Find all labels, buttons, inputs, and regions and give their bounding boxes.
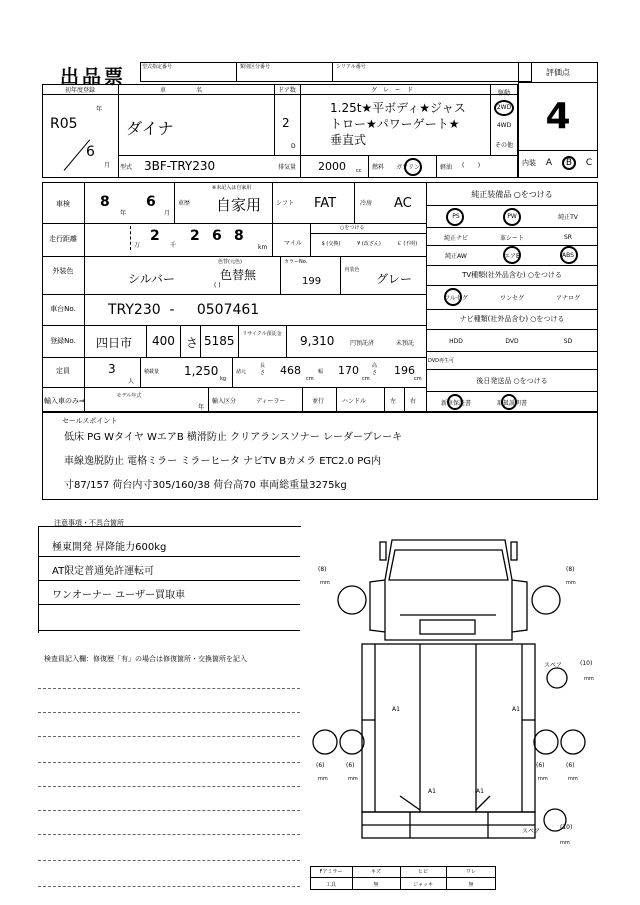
chassis-label: 車台No. xyxy=(50,305,76,313)
model-label: 型式 xyxy=(120,164,133,171)
equip-airbag-circle xyxy=(503,246,521,264)
rear-right-1: (6) xyxy=(536,762,545,769)
car-name-label: 車名 xyxy=(159,87,232,94)
color-value: シルバー xyxy=(128,272,175,286)
mileage-d1: 2 xyxy=(190,228,200,244)
shaken-label: 車検 xyxy=(56,200,70,208)
tv-fullseg-circle xyxy=(444,288,462,306)
mileage-opt-unknown: ￡ (不明) xyxy=(396,241,418,247)
nav-title: ナビ種類(社外品含む) ○をつける xyxy=(459,315,565,323)
page-title: 出品票 xyxy=(60,66,127,88)
load-value: 1,250 xyxy=(184,364,219,378)
footer-c3: ジャッキ xyxy=(413,881,433,888)
rear-right-1-mm: mm xyxy=(538,776,548,782)
month-label: 月 xyxy=(104,162,111,169)
rear-left-1-mm: mm xyxy=(318,776,328,782)
equipment-title: 純正装備品 ○をつける xyxy=(471,189,553,199)
spare-label-2: スペア xyxy=(522,828,541,835)
door-suffix: D xyxy=(291,143,296,150)
shaken-month: 6 xyxy=(146,194,156,210)
interior-color: グレー xyxy=(376,272,413,286)
interior-color-label: 内装色 xyxy=(344,267,360,273)
equip-pw: PW xyxy=(507,212,517,220)
tv-oneseg: ワンセグ xyxy=(499,294,524,302)
length-label: 長さ xyxy=(260,363,266,376)
drive-label: 駆動 xyxy=(497,90,510,97)
footer-h2: キズ xyxy=(371,869,381,875)
load-kg: kg xyxy=(220,376,227,382)
tire-fl-mm: mm xyxy=(320,580,330,586)
import-type-label: 輸入区分 xyxy=(212,398,237,405)
equip-tv: 純正TV xyxy=(558,213,578,221)
repaint-label: 色替(元色) xyxy=(218,259,242,265)
score-value: 4 xyxy=(545,95,571,137)
rear-left-1: (6) xyxy=(316,762,325,769)
equip-ps-circle xyxy=(446,208,464,226)
post-manual-circle xyxy=(501,394,517,410)
width-cm: cm xyxy=(362,376,370,382)
model-year-label: モデル年式 xyxy=(116,393,142,399)
spare-label-1: スペア xyxy=(544,662,563,669)
mileage-d2: 6 xyxy=(212,228,222,244)
displacement-value: 2000 xyxy=(318,160,346,173)
repaint-value: 色替無 xyxy=(220,268,257,282)
rear-left-1-value: 6 xyxy=(318,762,323,769)
first-reg-era: R05 xyxy=(50,116,78,132)
doors-label: ドア数 xyxy=(278,87,296,94)
tire-front-right: 8 xyxy=(568,566,573,573)
length-cm: cm xyxy=(306,376,314,382)
registration-number: 5185 xyxy=(204,334,235,348)
recycle-unit: 円預託済 xyxy=(350,340,375,347)
width-value: 170 xyxy=(338,364,359,377)
rear-left-2-mm: mm xyxy=(348,776,358,782)
recycle-value: 9,310 xyxy=(300,334,335,348)
length-value: 468 xyxy=(280,364,301,377)
score-label: 評価点 xyxy=(546,67,570,77)
spare-1: 10 xyxy=(582,660,590,667)
sales-point-label: セールスポイント xyxy=(62,417,118,425)
displacement-label: 排気量 xyxy=(278,164,297,171)
equip-sr: SR xyxy=(564,233,572,241)
footer-h4: ワレ xyxy=(465,869,476,875)
persons-unit: 人 xyxy=(128,378,135,385)
cooler-label: 冷房 xyxy=(360,200,373,207)
interior-grade-label: 内装 xyxy=(522,159,536,167)
load-label: 積載量 xyxy=(144,369,160,375)
car-name: ダイナ xyxy=(126,119,174,138)
notes-line-2: AT限定普通免許運転可 xyxy=(52,566,155,577)
rear-left-2: (6) xyxy=(346,762,355,769)
tv-fullseg: フルセグ xyxy=(444,294,468,302)
mileage-mile: マイル xyxy=(284,240,302,247)
fuel-diesel: 軽油 xyxy=(440,164,453,171)
import-year-suffix: 年 xyxy=(198,404,205,411)
equip-leather: 革シート xyxy=(499,234,524,242)
first-reg-month: 6 xyxy=(86,144,95,160)
model-cert-label: 型式指定番号 xyxy=(142,64,173,70)
interior-b: B xyxy=(565,158,573,168)
tire-front-left-label: (8) xyxy=(318,566,327,573)
grade-label: グレード xyxy=(370,87,419,94)
chassis-value: TRY230 - 0507461 xyxy=(108,302,260,318)
spare-1-mm: mm xyxy=(584,676,594,682)
mileage-label: 走行距離 xyxy=(49,235,77,243)
category-label: 類別区分番号 xyxy=(240,64,271,70)
interior-b-circle xyxy=(562,156,576,170)
height-label: 高さ xyxy=(372,363,378,376)
height-value: 196 xyxy=(394,364,415,377)
grade-text: 1.25t★平ボディ★ジャストロー★パワーゲート★垂直式 xyxy=(330,101,466,147)
history-note: ※未記入は自家用 xyxy=(212,185,252,191)
sales-line-3: 寸87/157 荷台内寸305/160/38 荷台高70 車両総重量3275kg xyxy=(64,480,347,491)
footer-h1: Fアミラー xyxy=(319,869,343,875)
footer-c2: 無 xyxy=(373,881,379,888)
width-label: 幅 xyxy=(318,369,324,375)
history-label: 車歴 xyxy=(178,200,191,207)
inspector-label: 検査員記入欄：修復歴「有」の場合は修復箇所・交換箇所を記入 xyxy=(44,655,247,663)
fuel-gasoline-circle xyxy=(404,158,422,176)
shaken-year-suffix: 年 xyxy=(120,210,127,217)
mark-a1-bottom-right: A1 xyxy=(476,788,484,795)
capacity-label: 定員 xyxy=(56,367,70,375)
rear-right-1-value: 6 xyxy=(538,762,543,769)
registration-kana: さ xyxy=(186,336,199,350)
drive-2wd-circle xyxy=(494,100,514,116)
import-parallel: 並行 xyxy=(312,398,325,405)
color-code-label: カラーNo. xyxy=(284,259,308,265)
nav-hdd: HDD xyxy=(449,337,463,345)
mark-a1-right: A1 xyxy=(512,706,520,713)
nav-dvd: DVD xyxy=(505,337,519,345)
spare-2-mm: mm xyxy=(560,840,570,846)
mark-a1-left: A1 xyxy=(392,706,400,713)
capacity-persons: 3 xyxy=(108,362,116,376)
footer-c4: 無 xyxy=(468,881,474,888)
mileage-d3: 8 xyxy=(234,228,244,244)
doors-value: 2 xyxy=(282,116,290,130)
equip-abs-circle xyxy=(560,246,578,264)
post-manual: 取扱説明書 xyxy=(496,399,527,407)
tire-front-left: 8 xyxy=(320,566,325,573)
recycle-unpaid: 未預託 xyxy=(396,340,415,347)
rear-right-2: (6) xyxy=(566,762,575,769)
model-value: 3BF-TRY230 xyxy=(144,159,216,173)
spare-2-value: (10) xyxy=(560,824,573,831)
cc-label: cc xyxy=(356,168,362,174)
fuel-diesel-paren: ( ) xyxy=(462,162,481,169)
footer-h3: ヒビ xyxy=(417,869,428,875)
shift-value: FAT xyxy=(314,196,337,211)
dims-label: 諸元 xyxy=(236,369,247,375)
first-reg-label: 初年度登録 xyxy=(64,87,95,94)
registration-class: 400 xyxy=(152,334,175,348)
rear-right-2-value: 6 xyxy=(568,762,573,769)
drive-4wd: 4WD xyxy=(496,122,512,129)
mileage-opt-exchange: $ (交換) xyxy=(321,241,341,247)
truck-diagram xyxy=(300,520,600,860)
equip-pw-circle xyxy=(503,208,521,226)
spare-2: 10 xyxy=(562,824,570,831)
height-cm: cm xyxy=(414,376,422,382)
equip-aw: 純正AW xyxy=(445,252,467,260)
mileage-man-digit: 2 xyxy=(150,228,160,244)
spare-1-value: (10) xyxy=(580,660,593,667)
mileage-circle-note: ○をつける xyxy=(340,225,365,231)
cooler-value: AC xyxy=(394,196,412,211)
notes-line-3: ワンオーナー ユーザー買取車 xyxy=(52,590,186,601)
steering-label: ハンドル xyxy=(342,398,367,405)
sales-line-2: 車線逸脱防止 電格ミラー ミラーヒータ ナビTV Bカメラ ETC2.0 PG内 xyxy=(64,456,381,467)
notes-label: 注意事項・不具合箇所 xyxy=(54,519,124,527)
dvd-play-label: DVD再生可 xyxy=(428,357,455,364)
mileage-man: 万 xyxy=(134,242,141,249)
notes-line-1: 極東開発 昇降能力600kg xyxy=(52,542,167,553)
sales-line-1: 低床 PG Wタイヤ WエアB 横滑防止 クリアランスソナー レーダーブレーキ xyxy=(64,432,403,443)
registration-label: 登録No. xyxy=(50,337,76,345)
fuel-gasoline: ガソリン xyxy=(396,164,421,171)
steering-left: 左 xyxy=(390,398,397,405)
mileage-km: km xyxy=(258,244,268,251)
equip-nav: 純正ナビ xyxy=(443,234,468,242)
year-label: 年 xyxy=(96,106,103,113)
fuel-label: 燃料 xyxy=(372,164,385,171)
color-label: 外装色 xyxy=(52,267,74,275)
shaken-year: 8 xyxy=(100,194,110,210)
tv-analog: アナログ xyxy=(555,294,580,302)
mileage-digit-boxes xyxy=(90,226,131,250)
tire-fr-mm: mm xyxy=(566,580,576,586)
post-title: 後日発送品 ○をつける xyxy=(476,377,548,385)
mark-a1-bottom-left: A1 xyxy=(428,788,436,795)
history-value: 自家用 xyxy=(216,196,262,214)
steering-right: 右 xyxy=(410,398,417,405)
rear-right-2-mm: mm xyxy=(568,776,578,782)
interior-c: C xyxy=(585,158,593,168)
color-code: 199 xyxy=(302,276,322,287)
registration-area: 四日市 xyxy=(96,336,133,350)
drive-other: その他 xyxy=(494,142,513,149)
footer-c1: 工具 xyxy=(325,881,336,888)
drive-2wd: 2WD xyxy=(496,104,512,111)
import-label: 輸入車のみ⇒ xyxy=(44,397,85,405)
nav-sd: SD xyxy=(563,337,573,345)
rear-left-2-value: 6 xyxy=(348,762,353,769)
post-warranty-circle xyxy=(447,394,463,410)
recycle-label: リサイクル預託金 xyxy=(242,331,282,337)
mileage-opt-tamper: ¥ (改ざん) xyxy=(357,241,381,247)
equip-ps: PS xyxy=(452,212,460,220)
shaken-month-suffix: 月 xyxy=(164,210,171,217)
equip-abs: ABS xyxy=(562,251,574,259)
mileage-sen: 千 xyxy=(170,242,177,249)
tv-title: TV種類(社外品含む) ○をつける xyxy=(462,271,562,279)
tire-front-right-label: (8) xyxy=(566,566,575,573)
serial-label: シリアル番号 xyxy=(336,64,366,70)
shift-label: シフト xyxy=(276,200,295,207)
post-warranty: 新車保証書 xyxy=(440,399,471,407)
repaint-paren: ( ) xyxy=(214,282,221,289)
interior-a: A xyxy=(545,158,553,168)
import-dealer: ディーラー xyxy=(256,398,286,405)
equip-airbag: エアB xyxy=(503,252,521,260)
